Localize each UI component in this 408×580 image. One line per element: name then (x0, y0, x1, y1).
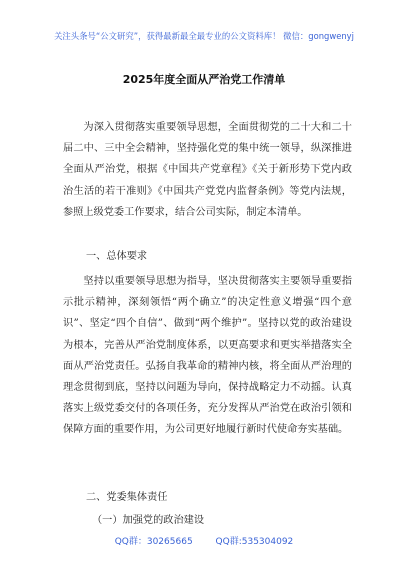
section-heading-party-committee-responsibility: 二、党委集体责任 (86, 492, 168, 503)
footer-qq-group-2: QQ群:535304092 (215, 537, 294, 547)
subsection-heading-political-construction: （一）加强党的政治建设 (92, 515, 205, 526)
section-paragraph-overall-requirements: 坚持以重要领导思想为指导，坚决贯彻落实主要领导重要指示批示精神，深刻领悟“两个确立”的决定性意义增强“四个意识”、坚定“四个自信”、做到“两个维护”。坚持以党的政治建设为根本，完善从严治党制度体系，以更高要求和更实举措落实全面从严治党责任。弘扬自我革命的精神内核，将全面从严治理的理念贯彻到底，坚持以问题为导向，保持战略定力不动摇。认真落实上级党委交付的各项任务，充分发挥从严治党在政治引领和保障方面的重要作用，为公司更好地履行新时代使命夯实基础。 (63, 276, 352, 436)
footer-qq-group-1: QQ群：30265665 (114, 537, 193, 547)
section-heading-overall-requirements: 一、总体要求 (86, 251, 148, 262)
intro-paragraph: 为深入贯彻落实重要领导思想，全面贯彻党的二十大和二十届二中、三中全会精神，坚持强化党的集中统一领导，纵深推进全面从严治党，根据《中国共产党章程》《关于新形势下党内政治生活的若干准则》《中国共产党党内监督条例》等党内法规，参照上级党委工作要求，结合公司实际，制定本清单。 (63, 122, 352, 218)
header-note: 关注头条号“公文研究”，获得最新最全最专业的公文资料库！ 微信：gongwenyj (54, 31, 354, 41)
document-title: 2025年度全面从严治党工作清单 (122, 73, 286, 86)
footer-contact (0, 534, 408, 547)
